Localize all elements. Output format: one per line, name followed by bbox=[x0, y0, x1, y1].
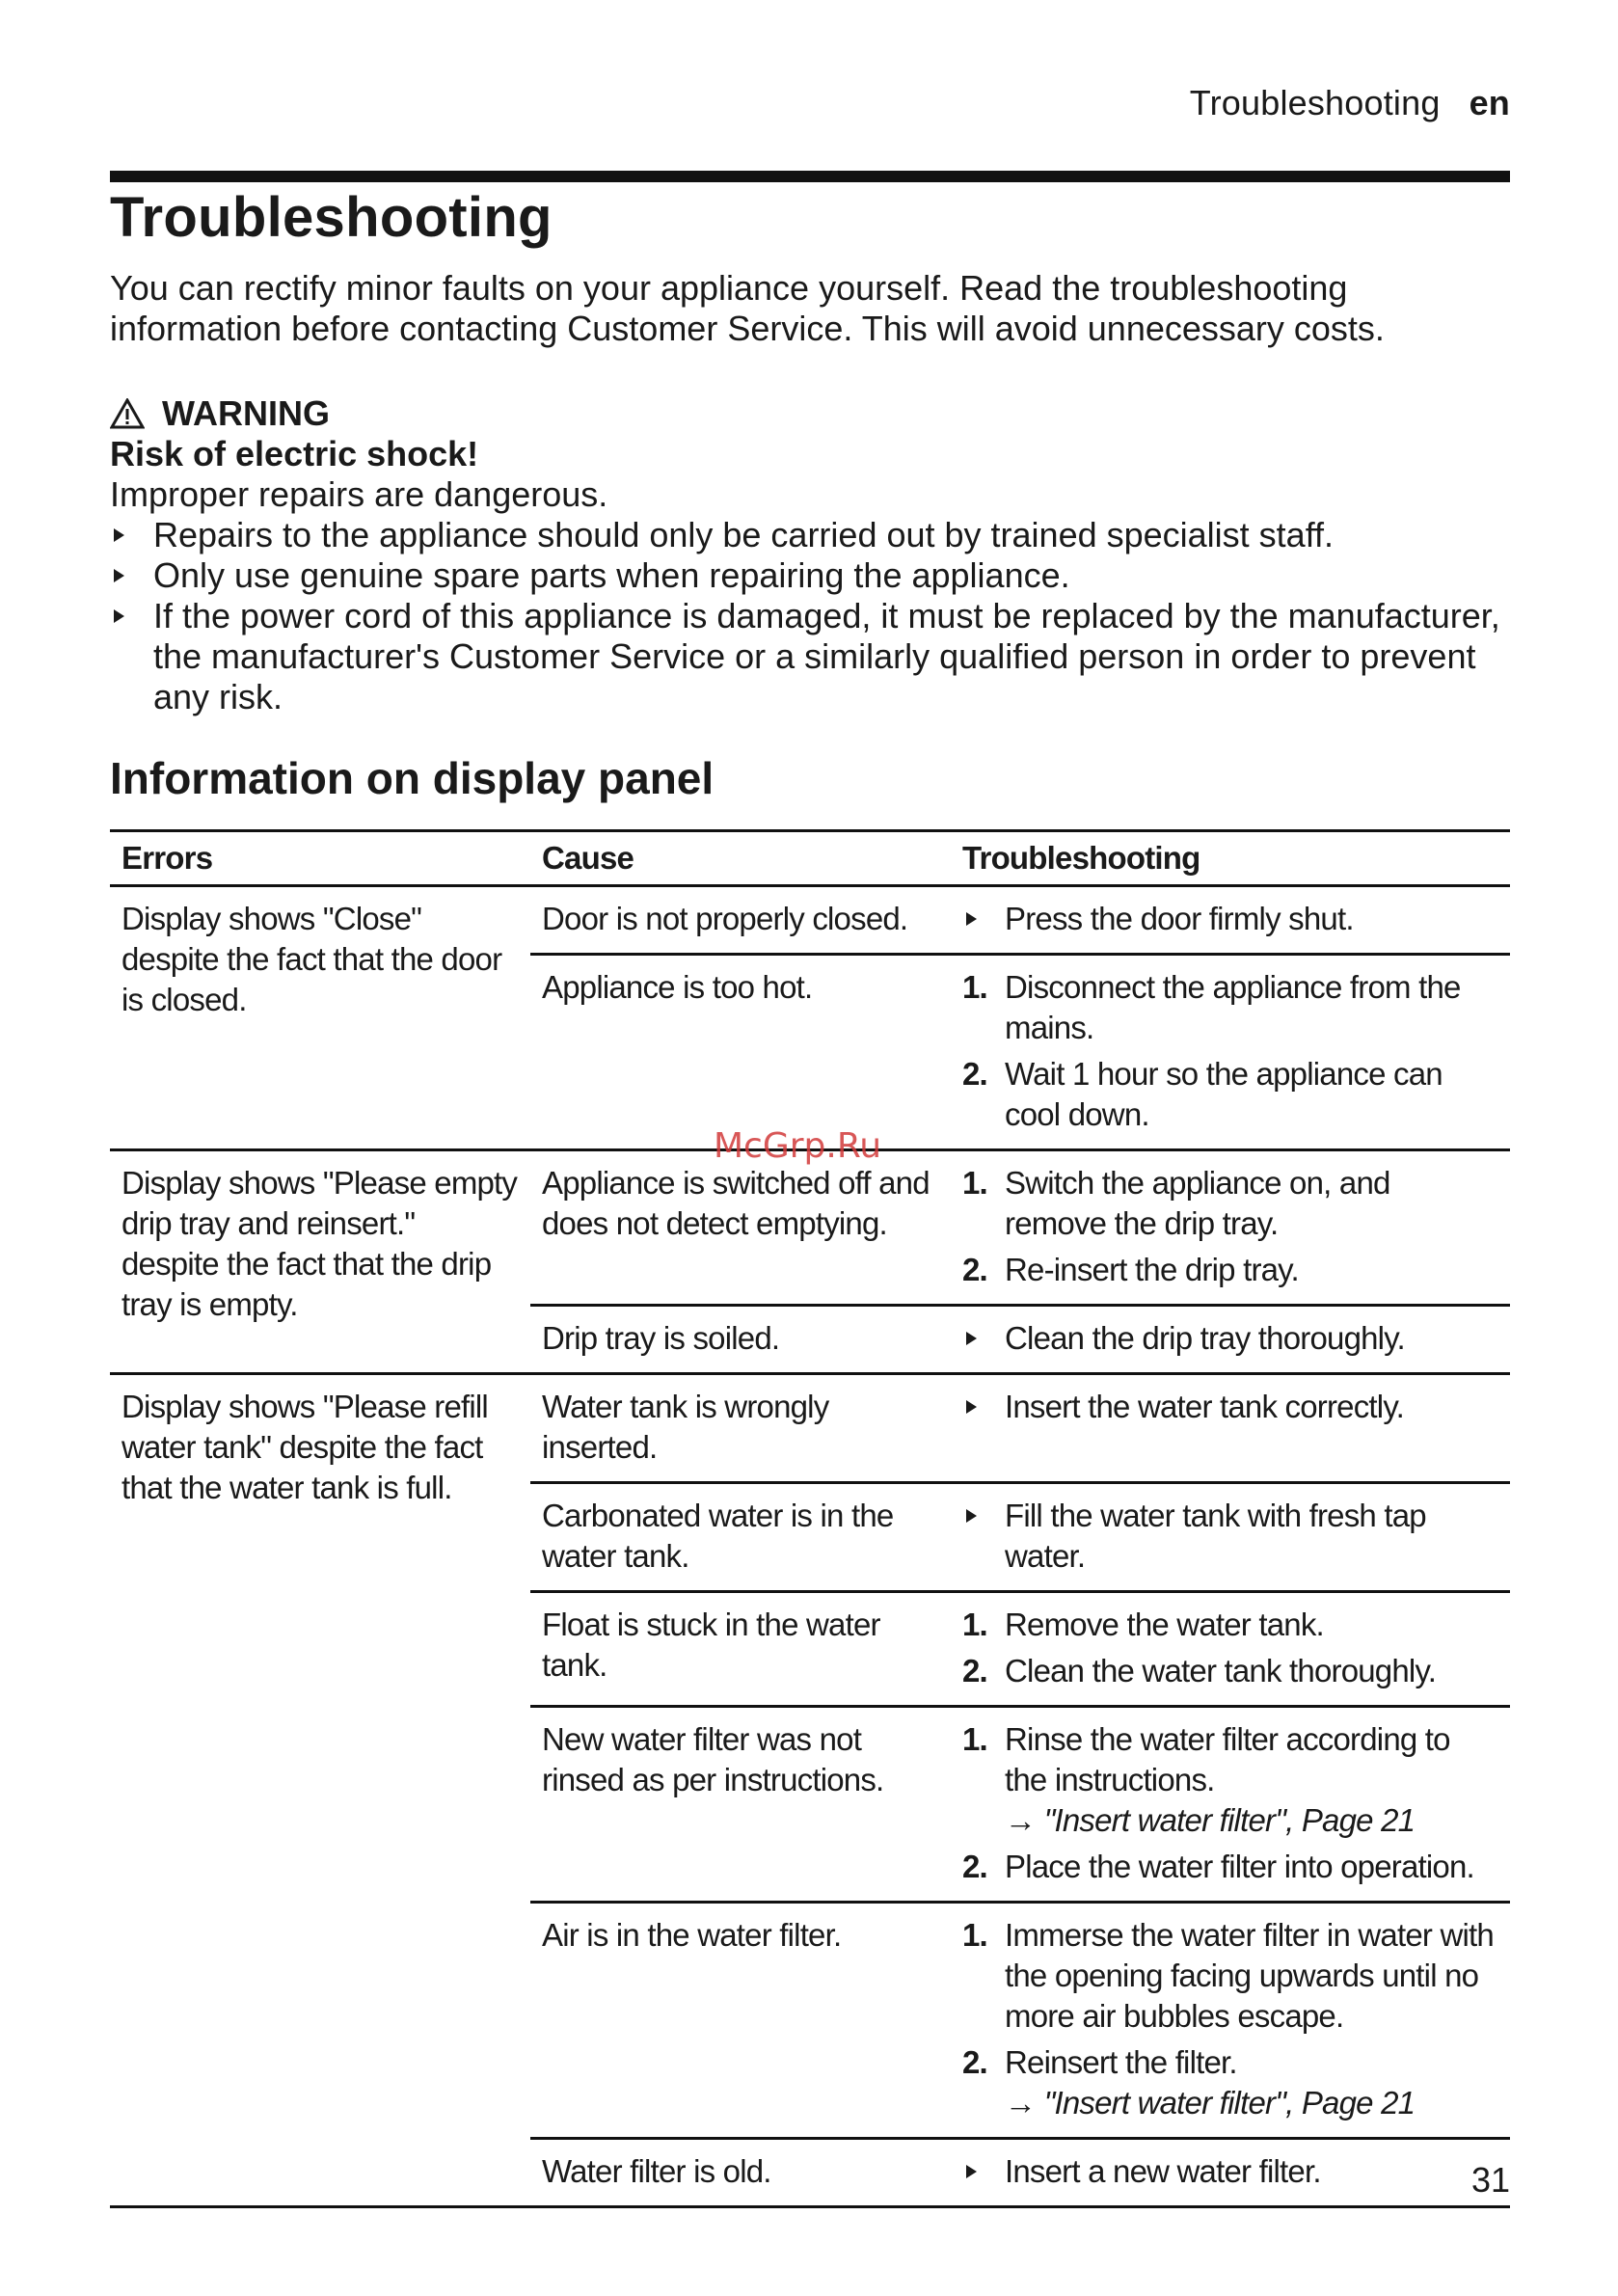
page-reference-link[interactable]: → "Insert water filter", Page 21 bbox=[1005, 2085, 1416, 2120]
section-heading: Information on display panel bbox=[110, 753, 715, 803]
step-list bbox=[962, 1605, 1498, 1691]
step-text: Remove the water tank. bbox=[1005, 1607, 1324, 1642]
step-text: Fill the water tank with fresh tap water. bbox=[1005, 1498, 1426, 1574]
troubleshooting-cell bbox=[951, 1483, 1510, 1592]
step-item bbox=[962, 1163, 1498, 1244]
warning-item-text: Repairs to the appliance should only be carried out by trained specialist staff. bbox=[153, 515, 1335, 554]
troubleshooting-cell bbox=[951, 1150, 1510, 1306]
step-number: 2. bbox=[962, 2044, 987, 2080]
warning-item bbox=[110, 515, 1510, 555]
step-list bbox=[962, 899, 1498, 939]
intro-paragraph: You can rectify minor faults on your appliance yourself. Read the troubleshooting information before contacting Customer Service. This will avoid unnecessary costs. bbox=[110, 268, 1385, 348]
step-list bbox=[962, 1163, 1498, 1290]
language-code: en bbox=[1469, 83, 1510, 122]
step-list bbox=[962, 1387, 1498, 1427]
step-number: 1. bbox=[962, 1607, 987, 1642]
step-item bbox=[962, 2151, 1498, 2192]
warning-triangle-icon bbox=[110, 398, 145, 429]
step-number: 2. bbox=[962, 1653, 987, 1688]
bullet-arrow-icon bbox=[114, 528, 124, 542]
running-header-section: Troubleshooting bbox=[1189, 83, 1441, 122]
page-number: 31 bbox=[1470, 2160, 1510, 2200]
step-text: Insert the water tank correctly. bbox=[1005, 1389, 1404, 1424]
cause-cell: Water tank is wrongly inserted. bbox=[530, 1374, 951, 1483]
header-cause: Cause bbox=[530, 831, 951, 886]
warning-block bbox=[110, 393, 1510, 717]
warning-subtitle: Risk of electric shock! bbox=[110, 434, 479, 473]
cause-cell: Drip tray is soiled. bbox=[530, 1306, 951, 1374]
cause-cell: Door is not properly closed. bbox=[530, 886, 951, 955]
page-title: Troubleshooting bbox=[110, 186, 553, 249]
warning-label: WARNING bbox=[162, 393, 330, 433]
page-reference-link[interactable]: → "Insert water filter", Page 21 bbox=[1005, 1802, 1416, 1838]
step-item bbox=[962, 1496, 1498, 1577]
step-list bbox=[962, 1719, 1498, 1887]
step-item bbox=[962, 2042, 1498, 2123]
troubleshooting-cell bbox=[951, 1707, 1510, 1903]
warning-item-text: If the power cord of this appliance is damaged, it must be replaced by the manufacturer, the manufacturer's Customer Service or a similarly qualified person in order to prevent any risk. bbox=[153, 596, 1500, 716]
cause-cell: Float is stuck in the water tank. bbox=[530, 1592, 951, 1707]
step-item bbox=[962, 1605, 1498, 1645]
table-row bbox=[110, 886, 1510, 955]
step-text: Clean the drip tray thoroughly. bbox=[1005, 1320, 1405, 1356]
troubleshooting-cell bbox=[951, 1903, 1510, 2139]
troubleshooting-cell bbox=[951, 1306, 1510, 1374]
bullet-arrow-icon bbox=[114, 569, 124, 582]
cause-cell: New water filter was not rinsed as per instructions. bbox=[530, 1707, 951, 1903]
warning-title bbox=[110, 393, 1510, 434]
top-rule bbox=[110, 171, 1510, 182]
cause-cell: Appliance is switched off and does not detect emptying. bbox=[530, 1150, 951, 1306]
troubleshooting-cell bbox=[951, 1592, 1510, 1707]
step-text: Reinsert the filter. bbox=[1005, 2044, 1237, 2080]
error-cell: Display shows "Close" despite the fact that the door is closed. bbox=[110, 886, 530, 1150]
bullet-arrow-icon bbox=[966, 1332, 977, 1345]
table-row bbox=[110, 1374, 1510, 1483]
troubleshooting-cell bbox=[951, 886, 1510, 955]
header-errors: Errors bbox=[110, 831, 530, 886]
warning-item bbox=[110, 555, 1510, 596]
warning-item-text: Only use genuine spare parts when repairing the appliance. bbox=[153, 555, 1070, 595]
step-text: Rinse the water filter according to the instructions. bbox=[1005, 1721, 1450, 1797]
cause-cell: Carbonated water is in the water tank. bbox=[530, 1483, 951, 1592]
header-troubleshooting: Troubleshooting bbox=[951, 831, 1510, 886]
troubleshooting-cell bbox=[951, 955, 1510, 1150]
step-number: 1. bbox=[962, 1165, 987, 1201]
step-number: 1. bbox=[962, 1721, 987, 1757]
step-item bbox=[962, 967, 1498, 1048]
step-item bbox=[962, 1915, 1498, 2037]
cause-cell: Appliance is too hot. bbox=[530, 955, 951, 1150]
bullet-arrow-icon bbox=[966, 1509, 977, 1523]
error-cell: Display shows "Please refill water tank" despite the fact that the water tank is full. bbox=[110, 1374, 530, 2207]
step-text: Immerse the water filter in water with the opening facing upwards until no more air bubbles escape. bbox=[1005, 1917, 1494, 2034]
bullet-arrow-icon bbox=[966, 2165, 977, 2178]
step-item bbox=[962, 1847, 1498, 1887]
step-number: 2. bbox=[962, 1252, 987, 1287]
step-list bbox=[962, 967, 1498, 1135]
step-text: Press the door firmly shut. bbox=[1005, 901, 1354, 936]
bullet-arrow-icon bbox=[114, 609, 124, 623]
step-text: Insert a new water filter. bbox=[1005, 2153, 1321, 2189]
warning-item bbox=[110, 596, 1510, 717]
warning-text: Improper repairs are dangerous. bbox=[110, 474, 608, 514]
step-text: Wait 1 hour so the appliance can cool down. bbox=[1005, 1056, 1443, 1132]
step-text: Disconnect the appliance from the mains. bbox=[1005, 969, 1461, 1045]
step-item bbox=[962, 1054, 1498, 1135]
step-text: Place the water filter into operation. bbox=[1005, 1849, 1474, 1884]
step-item bbox=[962, 1250, 1498, 1290]
bullet-arrow-icon bbox=[966, 1400, 977, 1414]
running-header bbox=[1190, 83, 1510, 123]
step-item bbox=[962, 1387, 1498, 1427]
cause-cell: Air is in the water filter. bbox=[530, 1903, 951, 2139]
step-list bbox=[962, 1915, 1498, 2123]
step-text: Re-insert the drip tray. bbox=[1005, 1252, 1299, 1287]
table-header-row bbox=[110, 831, 1510, 886]
step-item bbox=[962, 1719, 1498, 1841]
step-item bbox=[962, 1318, 1498, 1359]
step-item bbox=[962, 899, 1498, 939]
cause-cell: Water filter is old. bbox=[530, 2139, 951, 2207]
step-text: Clean the water tank thoroughly. bbox=[1005, 1653, 1437, 1688]
watermark: McGrp.Ru bbox=[714, 1126, 882, 1166]
error-cell: Display shows "Please empty drip tray and reinsert." despite the fact that the drip tray is empty. bbox=[110, 1150, 530, 1374]
step-number: 1. bbox=[962, 1917, 987, 1953]
troubleshooting-table bbox=[110, 829, 1510, 2208]
table-body bbox=[110, 886, 1510, 2207]
bullet-arrow-icon bbox=[966, 912, 977, 926]
step-number: 2. bbox=[962, 1056, 987, 1092]
step-item bbox=[962, 1651, 1498, 1691]
step-list bbox=[962, 2151, 1498, 2192]
step-number: 2. bbox=[962, 1849, 987, 1884]
step-text: Switch the appliance on, and remove the drip tray. bbox=[1005, 1165, 1390, 1241]
step-list bbox=[962, 1496, 1498, 1577]
troubleshooting-cell bbox=[951, 1374, 1510, 1483]
table-row bbox=[110, 1150, 1510, 1306]
step-number: 1. bbox=[962, 969, 987, 1005]
step-list bbox=[962, 1318, 1498, 1359]
warning-list bbox=[110, 515, 1510, 717]
troubleshooting-cell bbox=[951, 2139, 1510, 2207]
